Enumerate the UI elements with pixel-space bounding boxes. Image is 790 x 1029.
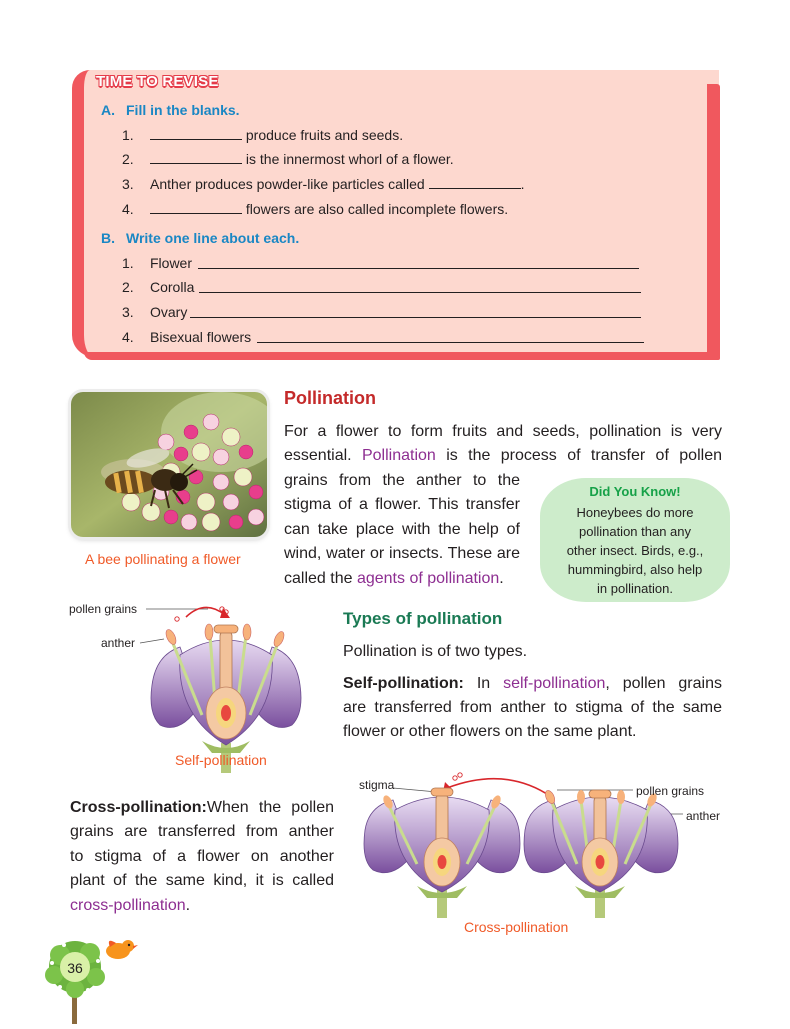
did-you-know-title: Did You Know! xyxy=(589,484,681,499)
self-pollination-flower-illustration xyxy=(60,595,320,775)
blank-line xyxy=(429,176,521,189)
cross-pollination-end: . xyxy=(185,897,191,914)
did-you-know-line: hummingbird, also help xyxy=(567,562,703,577)
b-item-1-text: Flower xyxy=(150,255,193,271)
answer-line xyxy=(190,317,641,318)
cross-label-anther: anther xyxy=(686,809,721,823)
self-pollination-line-1-a: In xyxy=(476,675,491,692)
section-b-label: B. xyxy=(101,230,115,246)
pollination-line-7-b: . xyxy=(499,570,504,587)
self-label-pollen-grains: pollen grains xyxy=(69,602,138,616)
pollination-heading: Pollination xyxy=(284,388,376,408)
flower-bud xyxy=(234,468,252,486)
revise-box-border-bottom xyxy=(84,352,720,360)
b-item-1-number: 1. xyxy=(122,255,134,271)
pollination-line-4: stigma of a flower. This transfer xyxy=(284,496,520,513)
page-number-tree xyxy=(40,935,140,1024)
a-item-3-end: . xyxy=(520,176,525,192)
b-item-3-text: Ovary xyxy=(150,304,188,320)
a-item-3-number: 3. xyxy=(122,176,134,192)
flower-bud xyxy=(213,474,229,490)
self-pollination-line-2: are transferred from anther to stigma of the same xyxy=(343,699,722,716)
pollination-line-7-a: called the xyxy=(284,570,353,587)
bee-flower-illustration xyxy=(71,392,267,537)
flower-bud xyxy=(248,509,264,525)
flower-bud xyxy=(164,510,178,524)
did-you-know-line: other insect. Birds, e.g., xyxy=(566,543,704,558)
types-intro: Pollination is of two types. xyxy=(343,643,528,660)
agents-of-pollination-term: agents of pollination xyxy=(356,570,500,587)
flower-bud xyxy=(181,514,197,530)
self-pollination-line-1 xyxy=(343,672,722,697)
cross-pollination-line-4: plant of the same kind, it is called xyxy=(70,872,334,889)
self-label-anther: anther xyxy=(101,636,136,650)
pollination-line-2 xyxy=(284,444,722,469)
self-pollination-label: Self-pollination: xyxy=(343,675,464,692)
flower-bud xyxy=(203,414,219,430)
a-item-3 xyxy=(150,176,524,192)
a-item-1 xyxy=(150,127,403,143)
cross-pollination-line-3: to stigma of a flower on another xyxy=(70,848,334,865)
flower-bud xyxy=(223,494,239,510)
pollination-line-1: For a flower to form fruits and seeds, pollination is very xyxy=(284,423,722,440)
cross-pollination-caption: Cross-pollination xyxy=(464,919,569,935)
blank-line xyxy=(150,201,242,214)
answer-line xyxy=(198,268,639,269)
types-heading: Types of pollination xyxy=(343,609,503,628)
flower-bud xyxy=(213,449,229,465)
a-item-2 xyxy=(150,151,454,167)
blank-line xyxy=(150,127,242,140)
flower-bud xyxy=(249,485,263,499)
pollination-line-2-b: is the process of transfer of pollen xyxy=(446,447,722,464)
b-item-2-text: Corolla xyxy=(150,279,195,295)
self-pollination-caption: Self-pollination xyxy=(175,752,267,768)
a-item-4 xyxy=(150,201,508,217)
flower-bud xyxy=(158,434,174,450)
b-item-4-number: 4. xyxy=(122,329,134,345)
photo-caption: A bee pollinating a flower xyxy=(85,551,241,567)
cross-pollination-line-2: grains are transferred from anther xyxy=(70,823,334,840)
a-item-3-text: Anther produces powder-like particles called xyxy=(150,176,425,192)
section-b-heading: Write one line about each. xyxy=(126,230,300,246)
did-you-know-text xyxy=(540,503,730,598)
flower-bud xyxy=(122,493,140,511)
self-pollination-diagram xyxy=(60,595,320,775)
blank-line xyxy=(150,151,242,164)
section-a-label: A. xyxy=(101,102,115,118)
b-item-4-text: Bisexual flowers xyxy=(150,329,252,345)
tree-icon xyxy=(40,935,140,1024)
answer-line xyxy=(199,292,641,293)
b-item-3-number: 3. xyxy=(122,304,134,320)
cross-pollination-term: cross-pollination xyxy=(70,897,186,914)
pollination-line-2-a: essential. xyxy=(284,447,352,464)
cross-label-pollen-grains: pollen grains xyxy=(636,784,705,798)
cross-pollination-line-1 xyxy=(70,796,334,821)
flower-bud xyxy=(197,493,215,511)
self-pollination-term: self-pollination xyxy=(503,675,606,692)
revise-title: TIME TO REVISE xyxy=(96,73,219,90)
a-item-1-number: 1. xyxy=(122,127,134,143)
self-pollination-line-1-b: , pollen grains xyxy=(605,675,722,692)
section-a-heading: Fill in the blanks. xyxy=(126,102,240,118)
self-pollination-line-3: flower or other flowers on the same plant. xyxy=(343,723,637,740)
pollination-line-5: can take place with the help of xyxy=(284,521,520,538)
answer-line xyxy=(257,342,644,343)
flower-bud xyxy=(174,447,188,461)
did-you-know-line: in pollination. xyxy=(597,581,673,596)
cross-pollination-line-1-a: When the pollen xyxy=(206,799,334,816)
a-item-2-number: 2. xyxy=(122,151,134,167)
a-item-2-text: is the innermost whorl of a flower. xyxy=(245,151,454,167)
pollination-line-6: wind, water or insects. These are xyxy=(284,545,520,562)
a-item-4-number: 4. xyxy=(122,201,134,217)
cross-label-stigma: stigma xyxy=(359,778,395,792)
flower-bud xyxy=(229,515,243,529)
flower-bud xyxy=(202,513,220,531)
a-item-1-text: produce fruits and seeds. xyxy=(245,127,404,143)
a-item-4-text: flowers are also called incomplete flowers. xyxy=(245,201,509,217)
flower-bud xyxy=(192,443,210,461)
revise-box-border-right xyxy=(707,84,720,360)
flower-bud xyxy=(239,445,253,459)
bee-pollinating-photo xyxy=(71,392,267,537)
bird-icon xyxy=(106,940,138,959)
cross-pollination-label: Cross-pollination: xyxy=(70,799,207,816)
did-you-know-line: pollination than any xyxy=(578,524,692,539)
did-you-know-line: Honeybees do more xyxy=(576,505,694,520)
flower-bud xyxy=(222,428,240,446)
pollination-line-7 xyxy=(284,567,504,592)
pollination-term: Pollination xyxy=(361,447,436,464)
flower-bud xyxy=(189,470,203,484)
pollination-line-3: grains from the anther to the xyxy=(284,472,520,489)
b-item-2-number: 2. xyxy=(122,279,134,295)
flower-bud xyxy=(184,425,198,439)
cross-pollination-line-5 xyxy=(70,894,190,919)
page-number: 36 xyxy=(67,960,83,976)
